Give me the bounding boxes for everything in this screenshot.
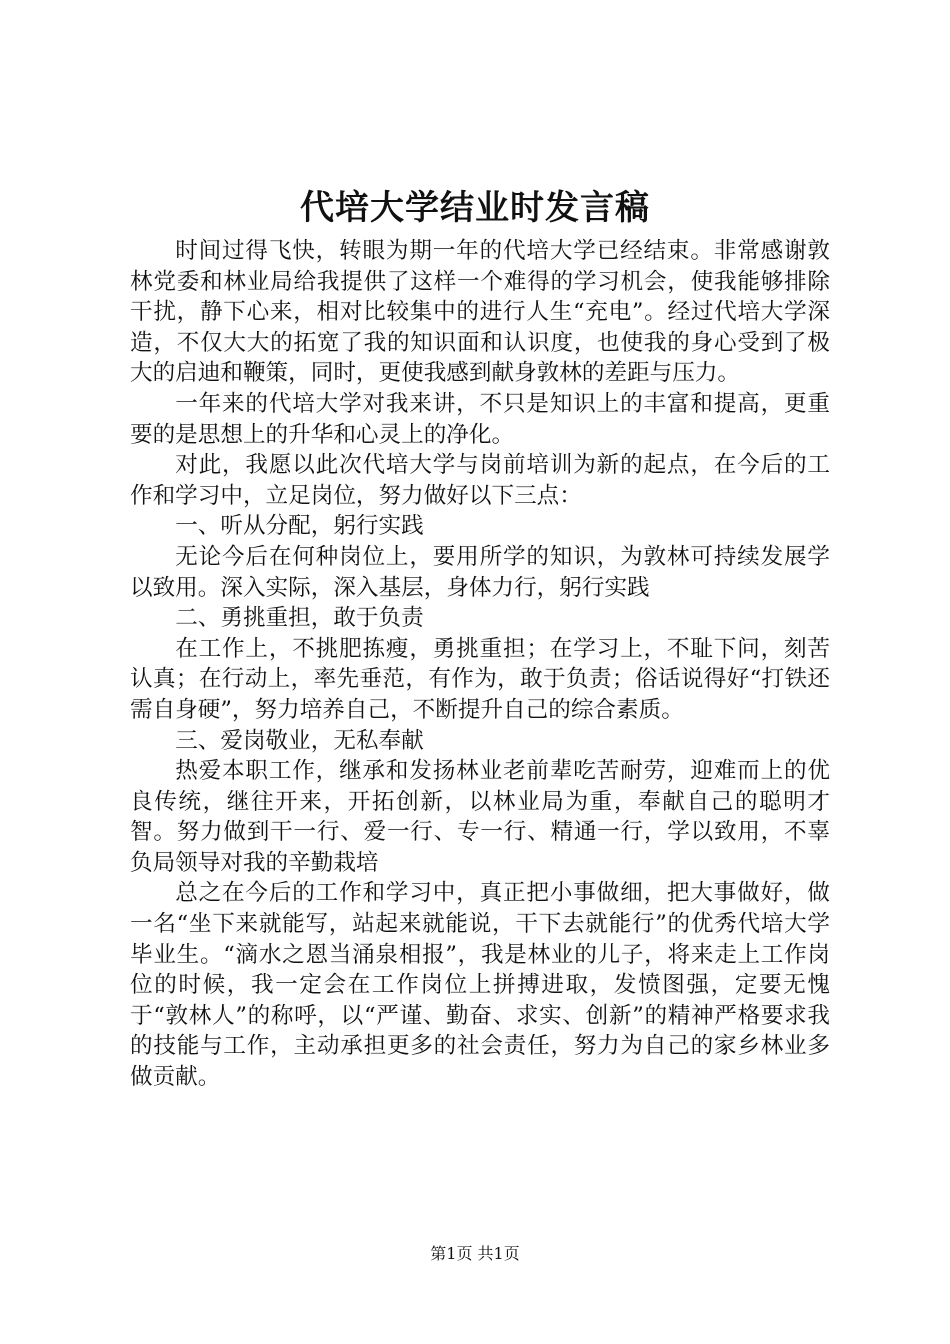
section-heading-2: 二、勇挑重担，敢于负责 bbox=[175, 605, 424, 632]
paragraph-section-3: 热爱本职工作，继承和发扬林业老前辈吃苦耐劳，迎难而上的优良传统，继往开来，开拓创新，以林业局为重，奉献自己的聪明才智。努力做到干一行、爱一行、专一行、精通一行，学以致用，不辜负局领导对我的辛勤栽培 bbox=[130, 758, 830, 876]
document-title: 代培大学结业时发言稿 bbox=[300, 188, 650, 228]
paragraph-section-1: 无论今后在何种岗位上，要用所学的知识，为敦林可持续发展学以致用。深入实际，深入基层，身体力行，躬行实践 bbox=[130, 543, 830, 601]
paragraph-commitment: 对此，我愿以此次代培大学与岗前培训为新的起点，在今后的工作和学习中，立足岗位，努力做好以下三点： bbox=[130, 452, 830, 509]
section-heading-3: 三、爱岗敬业，无私奉献 bbox=[175, 727, 424, 754]
document-body bbox=[130, 236, 830, 1093]
page-number-footer: 第1页 共1页 bbox=[430, 1244, 520, 1263]
section-heading-1: 一、听从分配，躬行实践 bbox=[175, 513, 424, 540]
paragraph-intro: 时间过得飞快，转眼为期一年的代培大学已经结束。非常感谢敦林党委和林业局给我提供了这样一个难得的学习机会，使我能够排除干扰，静下心来，相对比较集中的进行人生“充电”。经过代培大学深造，不仅大大的拓宽了我的知识面和认识度，也使我的身心受到了极大的启迪和鞭策，同时，更使我感到献身敦林的差距与压力。 bbox=[130, 238, 830, 387]
paragraph-section-2: 在工作上，不挑肥拣瘦，勇挑重担；在学习上，不耻下问，刻苦认真；在行动上，率先垂范，有作为，敢于负责；俗话说得好“打铁还需自身硬”，努力培养自己，不断提升自己的综合素质。 bbox=[130, 635, 830, 723]
paragraph-reflection: 一年来的代培大学对我来讲，不只是知识上的丰富和提高，更重要的是思想上的升华和心灵上的净化。 bbox=[130, 390, 830, 448]
paragraph-conclusion: 总之在今后的工作和学习中，真正把小事做细，把大事做好，做一名“坐下来就能写，站起来就能说，干下去就能行”的优秀代培大学毕业生。“滴水之恩当涌泉相报”，我是林业的儿子，将来走上工作岗位的时候，我一定会在工作岗位上拼搏进取，发愤图强，定要无愧于“敦林人”的称呼，以“严谨、勤奋、求实、创新”的精神严格要求我的技能与工作，主动承担更多的社会责任，努力为自己的家乡林业多做贡献。 bbox=[130, 880, 830, 1091]
